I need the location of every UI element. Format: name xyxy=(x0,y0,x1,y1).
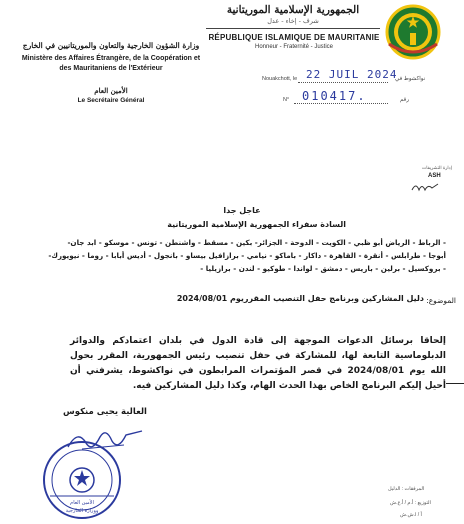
routing-initials-signature xyxy=(410,180,440,194)
motto-fr: Honneur - Fraternité - Justice xyxy=(254,44,334,50)
routing-label: إدارة التشريفات xyxy=(422,165,452,170)
seal-text-2: ووزارة الخارجية xyxy=(65,508,99,514)
mauritania-emblem-icon xyxy=(385,4,441,60)
routing-code: ASH xyxy=(428,173,441,179)
distribution-note: التوزيع : أ.م / أ.ع.ش xyxy=(390,500,431,506)
urgency-label: عاجل جدا xyxy=(223,206,261,215)
letter-body: إلحاقا برسائل الدعوات الموجهة إلى قادة الدول في بلدان اعتمادكم والدوائر الدبلوماسية التابعة لها، للمشاركة في حفل تنصيب رئيس الجمهورية، المقرر بحول الله يوم 2024/08/01 في قصر المؤتمرات المرابطون في نواكشوط، يشرفني أن أحيل إليكم البرنامج الخاص بهذا الحدث الهام، وكذا دليل المشاركين فيه. xyxy=(70,336,447,391)
secretary-general-fr: Le Secrétaire Général xyxy=(77,97,145,104)
ministry-name-fr-line2: des Mauritaniens de l'Extérieur xyxy=(59,65,163,72)
subject-text: دليل المشاركين وبرنامج حفل التنصيب المقرريوم 2024/08/01 xyxy=(176,294,424,303)
motto-ar: شرف - إخاء - عدل xyxy=(267,17,319,25)
cities-line-1: - الرباط - الرياض أبو ظبي - الكويت - الدوحة - الجزائر- بكين - مسقط - واشنطن - تونس - موسكو - ابد جان- xyxy=(67,238,446,247)
attachments-note: المرفقات : الدليل xyxy=(388,486,425,492)
reference-number: 010417. xyxy=(302,89,367,103)
republic-name-ar: الجمهورية الإسلامية الموريتانية xyxy=(226,4,360,16)
number-label-fr: N° xyxy=(283,97,290,103)
date-label-fr: Nouakchott, le xyxy=(262,76,298,82)
number-label-ar: رقم xyxy=(400,97,409,103)
cities-line-3: - بروكسيل - برلين - باريس - دمشق - لواندا - طوكيو - لندن - برازيليا - xyxy=(200,264,446,273)
ministry-name-ar: وزارة الشؤون الخارجية والتعاون والموريتانيين في الخارج xyxy=(22,41,200,50)
addressee: السادة سفراء الجمهورية الإسلامية الموريتانية xyxy=(167,220,346,229)
ministry-name-fr-line1: Ministère des Affaires Étrangère, de la Coopération et xyxy=(21,55,201,62)
cities-line-2: أبوجا - طرابلس - أنقرة - القاهرة - داكار - باماكو - نيامي - برازافيل بيساو - بانجول - أديس أبابا - روما - نيويورك- xyxy=(48,251,446,260)
header-divider xyxy=(206,28,380,29)
date-label-ar: نواكشوط في xyxy=(395,76,426,82)
subject-label: الموضوع: xyxy=(426,296,456,305)
margin-mark xyxy=(446,383,464,384)
initials-note: أ / ا.ش.ش xyxy=(400,512,422,518)
seal-text-1: الأمين العام xyxy=(70,500,94,506)
date-dotted-line xyxy=(298,82,388,83)
number-dotted-line xyxy=(294,103,388,104)
secretary-general-ar: الأمين العام xyxy=(94,86,128,95)
republic-name-fr: RÉPUBLIQUE ISLAMIQUE DE MAURITANIE xyxy=(208,33,380,42)
signatory-name: العالية يحيى منكوس xyxy=(63,407,147,417)
date-stamp: 22 JUIL 2024 xyxy=(306,68,398,81)
